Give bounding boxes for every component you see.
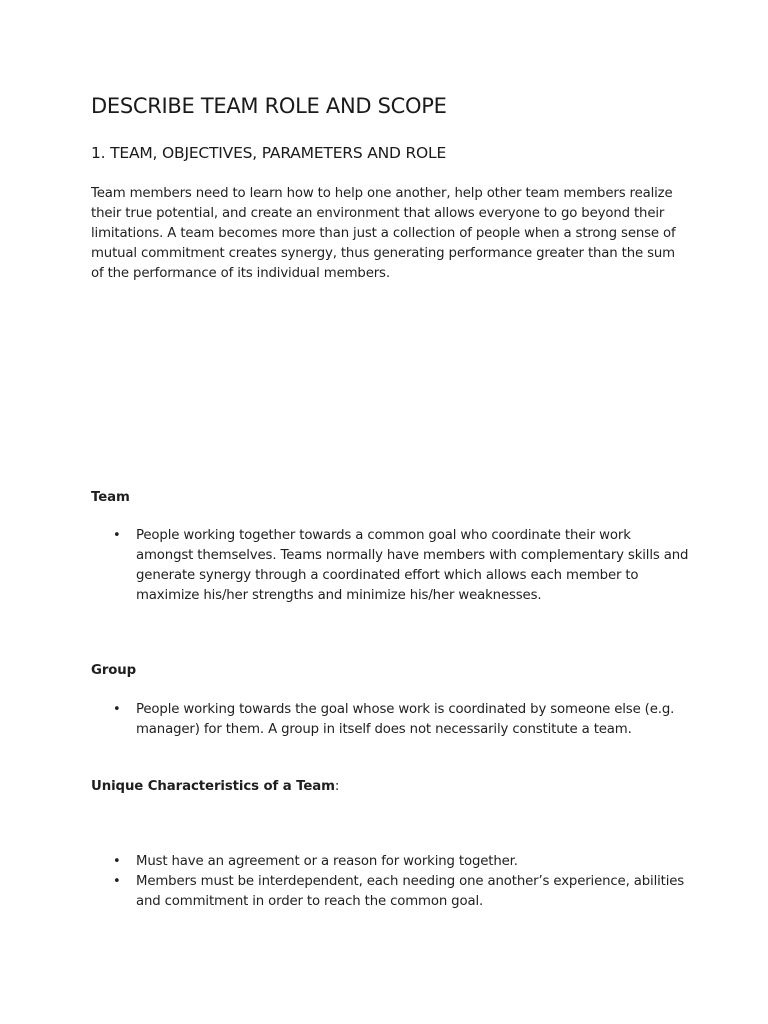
section-heading: 1. TEAM, OBJECTIVES, PARAMETERS AND ROLE: [91, 144, 447, 162]
list-item-text: Must have an agreement or a reason for working together.: [136, 854, 518, 869]
group-heading: Group: [91, 663, 137, 678]
team-bullet-list: [91, 526, 691, 606]
characteristics-heading-colon: :: [334, 779, 340, 794]
document-title: DESCRIBE TEAM ROLE AND SCOPE: [91, 94, 447, 118]
bullet-icon: •: [113, 854, 121, 869]
bullet-icon: •: [113, 874, 121, 889]
list-item-text: Members must be interdependent, each needing one another’s experience, abilities and commitment in order to reach the common goal.: [136, 874, 685, 909]
group-bullet-list: [91, 700, 691, 740]
characteristics-bullet-list: [91, 852, 691, 912]
list-item: [91, 700, 691, 740]
list-item: [91, 852, 691, 872]
list-item: [91, 526, 691, 606]
list-item-text: People working together towards a common goal who coordinate their work amongst themselves. Teams normally have members with complementary skills and generate synergy through a coordinated effort which allows each member to maximize his/her strengths and minimize his/her weaknesses.: [136, 528, 689, 603]
bullet-icon: •: [113, 528, 121, 543]
list-item-text: People working towards the goal whose work is coordinated by someone else (e.g. manager) for them. A group in itself does not necessarily constitute a team.: [136, 702, 675, 737]
list-item: [91, 872, 691, 912]
intro-paragraph: Team members need to learn how to help one another, help other team members realize their true potential, and create an environment that allows everyone to go beyond their limitations. A team becomes more than just a collection of people when a strong sense of mutual commitment creates synergy, thus generating performance greater than the sum of the performance of its individual members.: [91, 186, 676, 281]
characteristics-heading: [91, 779, 339, 794]
team-heading: Team: [91, 490, 130, 505]
bullet-icon: •: [113, 702, 121, 717]
characteristics-heading-text: Unique Characteristics of a Team: [91, 779, 335, 794]
